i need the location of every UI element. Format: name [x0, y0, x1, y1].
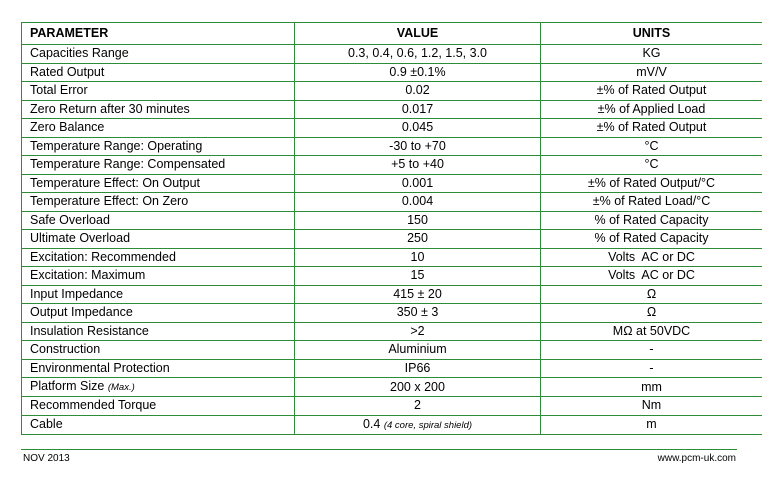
row-value-label: 0.4: [362, 416, 381, 431]
row-units: m: [541, 415, 762, 434]
row-parameter: Output Impedance: [22, 304, 295, 323]
row-value: 200 x 200: [295, 378, 541, 397]
footer-date: NOV 2013: [23, 453, 70, 464]
row-value: 0.004: [295, 193, 541, 212]
table-row: [22, 397, 762, 416]
row-value: 0.001: [295, 174, 541, 193]
footer-website: www.pcm-uk.com: [657, 453, 736, 464]
row-units: ±% of Rated Load/°C: [541, 193, 762, 212]
table-row: [22, 100, 762, 119]
row-parameter: Input Impedance: [22, 285, 295, 304]
row-units: ±% of Rated Output/°C: [541, 174, 762, 193]
row-value: 350 ± 3: [295, 304, 541, 323]
row-units: Ω: [541, 304, 762, 323]
table-row: [22, 248, 762, 267]
table-row: [22, 119, 762, 138]
row-parameter: Environmental Protection: [22, 359, 295, 378]
row-value: [295, 415, 541, 434]
table-row: [22, 45, 762, 64]
table-row: [22, 137, 762, 156]
table-header-row: [22, 23, 762, 45]
table-row: [22, 415, 762, 434]
row-units: -: [541, 359, 762, 378]
row-units: mV/V: [541, 63, 762, 82]
row-parameter: Zero Return after 30 minutes: [22, 100, 295, 119]
row-units: KG: [541, 45, 762, 64]
row-units: ±% of Rated Output: [541, 119, 762, 138]
row-units: MΩ at 50VDC: [541, 322, 762, 341]
row-value: 0.3, 0.4, 0.6, 1.2, 1.5, 3.0: [295, 45, 541, 64]
row-parameter: Safe Overload: [22, 211, 295, 230]
table-row: [22, 267, 762, 286]
row-parameter: Construction: [22, 341, 295, 360]
row-value: 2: [295, 397, 541, 416]
table-row: [22, 322, 762, 341]
specification-table: [21, 22, 762, 435]
table-row: [22, 193, 762, 212]
row-parameter: Cable: [22, 415, 295, 434]
table-row: [22, 174, 762, 193]
row-parameter: [22, 378, 295, 397]
row-value: 250: [295, 230, 541, 249]
row-value: +5 to +40: [295, 156, 541, 175]
row-units: -: [541, 341, 762, 360]
table-row: [22, 304, 762, 323]
row-units: °C: [541, 137, 762, 156]
row-parameter: Excitation: Maximum: [22, 267, 295, 286]
row-units: Nm: [541, 397, 762, 416]
row-parameter-label: Platform Size: [30, 379, 105, 393]
row-value: 415 ± 20: [295, 285, 541, 304]
row-parameter: Insulation Resistance: [22, 322, 295, 341]
row-value-note: (4 core, spiral shield): [383, 419, 473, 431]
row-parameter: Temperature Effect: On Zero: [22, 193, 295, 212]
row-parameter: Recommended Torque: [22, 397, 295, 416]
table-row: [22, 63, 762, 82]
row-value: IP66: [295, 359, 541, 378]
table-row: [22, 82, 762, 101]
row-value: 15: [295, 267, 541, 286]
row-parameter-note: (Max.): [107, 382, 135, 393]
row-value: 0.02: [295, 82, 541, 101]
table-row: [22, 156, 762, 175]
row-value: 10: [295, 248, 541, 267]
row-value: 0.017: [295, 100, 541, 119]
row-parameter: Zero Balance: [22, 119, 295, 138]
table-row: [22, 378, 762, 397]
row-parameter: Temperature Range: Compensated: [22, 156, 295, 175]
row-units: °C: [541, 156, 762, 175]
footer-divider: [21, 449, 737, 450]
row-units: ±% of Applied Load: [541, 100, 762, 119]
row-parameter: Temperature Effect: On Output: [22, 174, 295, 193]
row-parameter: Rated Output: [22, 63, 295, 82]
table-row: [22, 285, 762, 304]
row-value: 0.9 ±0.1%: [295, 63, 541, 82]
row-units: mm: [541, 378, 762, 397]
header-units: UNITS: [541, 23, 762, 45]
row-parameter: Excitation: Recommended: [22, 248, 295, 267]
row-units: Volts AC or DC: [541, 248, 762, 267]
row-parameter: Capacities Range: [22, 45, 295, 64]
row-units: Ω: [541, 285, 762, 304]
row-units: % of Rated Capacity: [541, 230, 762, 249]
row-value: 150: [295, 211, 541, 230]
row-parameter: Ultimate Overload: [22, 230, 295, 249]
row-units: % of Rated Capacity: [541, 211, 762, 230]
row-value: >2: [295, 322, 541, 341]
header-value: VALUE: [295, 23, 541, 45]
table-row: [22, 230, 762, 249]
row-value: 0.045: [295, 119, 541, 138]
row-value: -30 to +70: [295, 137, 541, 156]
row-parameter: Total Error: [22, 82, 295, 101]
header-parameter: PARAMETER: [22, 23, 295, 45]
table-row: [22, 359, 762, 378]
table-row: [22, 341, 762, 360]
row-parameter: Temperature Range: Operating: [22, 137, 295, 156]
table-row: [22, 211, 762, 230]
row-units: ±% of Rated Output: [541, 82, 762, 101]
row-value: Aluminium: [295, 341, 541, 360]
row-units: Volts AC or DC: [541, 267, 762, 286]
